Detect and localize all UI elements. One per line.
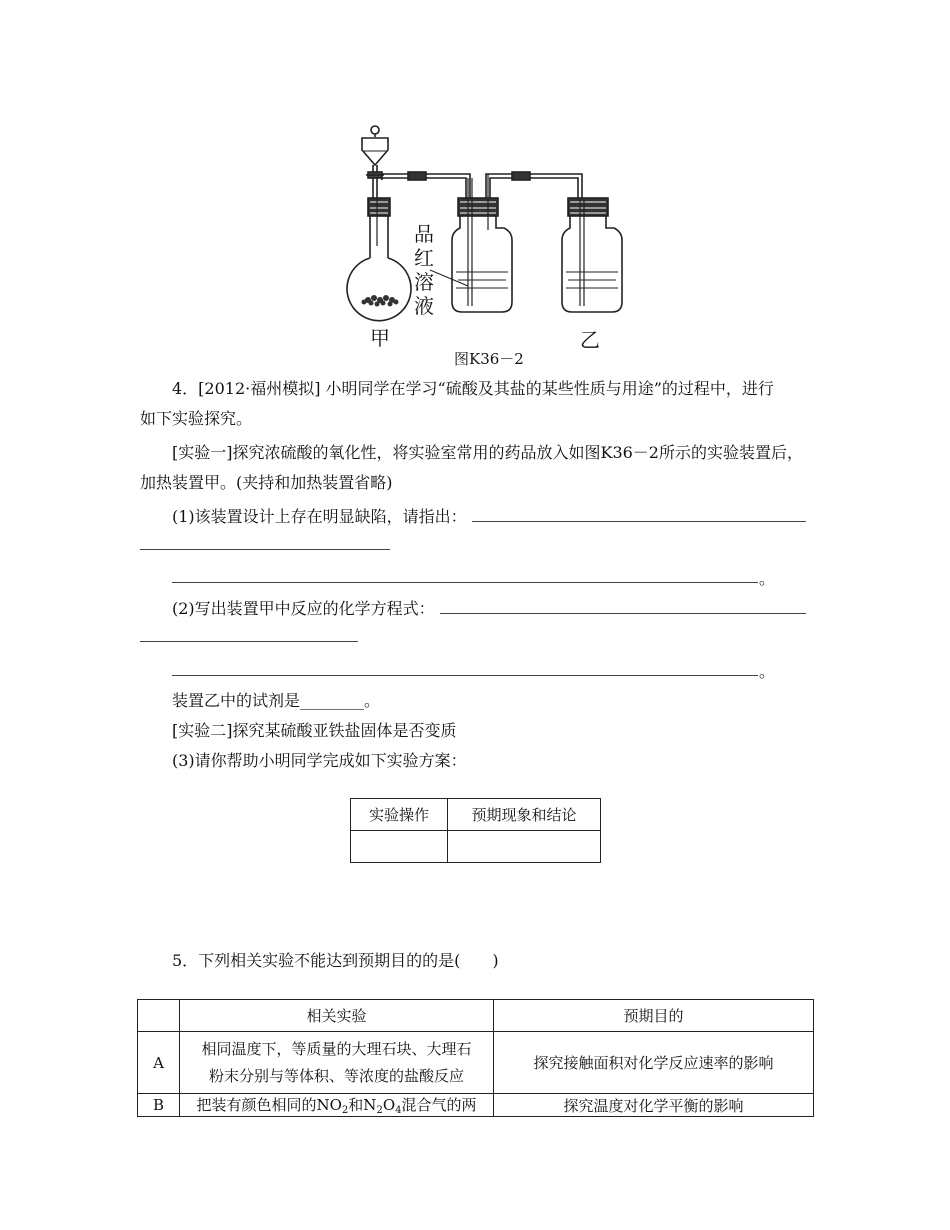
header-phenomenon: 预期现象和结论 (448, 799, 601, 831)
q4-part2: (2)写出装置甲中反应的化学方程式： (172, 599, 435, 618)
purpose-cell: 探究接触面积对化学反应速率的影响 (494, 1032, 814, 1094)
table-row (351, 831, 601, 863)
label-yi: 乙 (580, 328, 600, 352)
corner-cell (138, 1000, 180, 1032)
row-label: A (138, 1032, 180, 1094)
header-purpose: 预期目的 (494, 1000, 814, 1032)
purpose-cell: 探究温度对化学平衡的影响 (494, 1094, 814, 1117)
label-char: 液 (414, 294, 434, 318)
pinhong-solution-label (412, 222, 436, 318)
experiment-line: 相同温度下，等质量的大理石块、大理石 (201, 1039, 472, 1058)
q4-part2-answer-blank[interactable] (440, 613, 806, 614)
experiment-cell (180, 1032, 494, 1094)
row-label: B (138, 1094, 180, 1117)
phenomenon-answer-cell[interactable] (448, 831, 601, 863)
q4-intro-line1: 4．[2012·福州模拟] 小明同学在学习“硫酸及其盐的某些性质与用途”的过程中，进行 (172, 379, 774, 398)
separatory-funnel (362, 126, 388, 198)
q4-part1-answer-blank-3[interactable] (172, 582, 758, 583)
flask-jia (347, 198, 411, 321)
label-char: 红 (414, 246, 434, 270)
q5-table (137, 999, 814, 1117)
experiment-line: 粉末分别与等体积、等浓度的盐酸反应 (208, 1066, 464, 1085)
q4-part1-answer-blank[interactable] (472, 521, 806, 522)
end-mark: 。 (759, 662, 776, 681)
subscript: 2 (376, 1105, 383, 1116)
q4-part2-answer-blank-3[interactable] (172, 675, 758, 676)
q4-exp1-line2: 加热装置甲。(夹持和加热装置省略) (140, 473, 393, 492)
q4-exp1-line1: [实验一]探究浓硫酸的氧化性，将实验室常用的药品放入如图K36－2所示的实验装置后， (172, 443, 803, 462)
bottle-yi (562, 198, 622, 312)
figure-caption: 图K36－2 (454, 350, 524, 368)
table-row (138, 1032, 814, 1094)
table-row (138, 1094, 814, 1117)
header-experiment: 相关实验 (180, 1000, 494, 1032)
label-char: 品 (414, 222, 434, 246)
q5-title: 5．下列相关实验不能达到预期目的的是( ) (172, 951, 499, 970)
connecting-tube-1 (382, 172, 470, 202)
end-mark: 。 (759, 569, 776, 588)
table-row (351, 799, 601, 831)
q4-part1: (1)该装置设计上存在明显缺陷，请指出： (172, 507, 467, 526)
experiment-text: 混合气的两 (401, 1096, 477, 1114)
experiment-cell (180, 1094, 494, 1117)
q4-part3: (3)请你帮助小明同学完成如下实验方案： (172, 751, 467, 770)
table-row (138, 1000, 814, 1032)
label-char: 溶 (414, 270, 434, 294)
experiment-text: 把装有颜色相同的NO (196, 1096, 342, 1114)
q4-exp2: [实验二]探究某硫酸亚铁盐固体是否变质 (172, 721, 457, 740)
header-operation: 实验操作 (351, 799, 448, 831)
q4-plan-table (350, 798, 601, 863)
subscript: 4 (395, 1105, 402, 1116)
q4-part1-answer-blank-2[interactable] (140, 549, 390, 550)
experiment-text: O (382, 1096, 396, 1114)
apparatus-figure (330, 110, 640, 350)
q4-intro-line2: 如下实验探究。 (140, 409, 253, 428)
label-jia: 甲 (370, 326, 390, 350)
bottle-pinhong (430, 174, 512, 312)
q4-reagent-question: 装置乙中的试剂是________。 (172, 691, 381, 710)
q4-part2-answer-blank-2[interactable] (140, 641, 358, 642)
subscript: 2 (341, 1105, 349, 1116)
operation-answer-cell[interactable] (351, 831, 448, 863)
experiment-text: 和N (348, 1096, 377, 1114)
